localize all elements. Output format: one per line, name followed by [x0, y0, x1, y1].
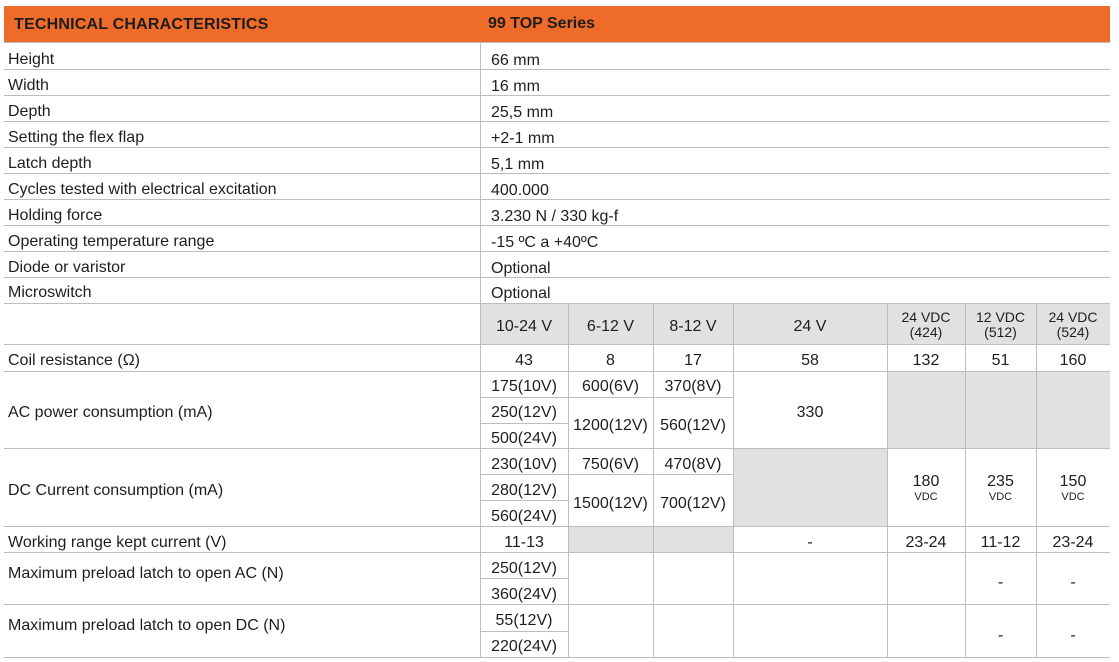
spec-value-flex-flap: +2-1 mm — [491, 130, 555, 147]
dc-current-label: DC Current consumption (mA) — [8, 482, 224, 499]
coil-value-6: 51 — [991, 352, 1010, 369]
voltage-header-5-line1: 24 VDC — [901, 309, 951, 325]
ac-power-col4: 330 — [796, 404, 824, 421]
working-range-col5: 23-24 — [905, 534, 947, 551]
working-range-empty-cells — [568, 527, 733, 552]
technical-characteristics-table — [4, 6, 1110, 658]
dc-current-col3-row1: 470(8V) — [664, 456, 722, 473]
spec-value-latch-depth: 5,1 mm — [491, 156, 545, 173]
dc-current-col3-row2: 700(12V) — [660, 495, 726, 512]
dc-current-col5 — [887, 473, 965, 504]
spec-value-holding-force: 3.230 N / 330 kg-f — [491, 208, 619, 225]
voltage-header-7 — [1036, 310, 1110, 340]
dc-current-col7-unit: VDC — [1061, 491, 1085, 503]
preload-dc-col6: - — [997, 627, 1004, 644]
dc-current-col1-row3: 560(24V) — [491, 508, 557, 525]
dc-current-col1-row1: 230(10V) — [491, 456, 557, 473]
voltage-header-7-line2: (524) — [1056, 324, 1090, 340]
voltage-header-7-line1: 24 VDC — [1048, 309, 1098, 325]
spec-label-height: Height — [8, 51, 55, 68]
dc-current-col2-row1: 750(6V) — [582, 456, 639, 473]
ac-power-col1-row1: 175(10V) — [491, 378, 557, 395]
dc-current-col2-row2: 1500(12V) — [573, 495, 648, 512]
spec-label-width: Width — [8, 77, 49, 94]
dc-current-col5-unit: VDC — [914, 491, 938, 503]
table-header — [4, 6, 1110, 42]
spec-value-cycles: 400.000 — [491, 182, 549, 199]
preload-ac-col7: - — [1070, 574, 1076, 591]
spec-label-holding-force: Holding force — [8, 207, 103, 224]
dc-current-col5-value: 180 — [912, 473, 940, 490]
spec-label-microswitch: Microswitch — [8, 284, 92, 301]
preload-dc-col1-row1: 55(12V) — [495, 612, 553, 629]
spec-label-cycles: Cycles tested with electrical excitation — [8, 181, 277, 198]
header-title: TECHNICAL CHARACTERISTICS — [14, 16, 269, 33]
coil-value-7: 160 — [1059, 352, 1087, 369]
voltage-header-5-line2: (424) — [909, 324, 943, 340]
coil-resistance-label: Coil resistance (Ω) — [8, 352, 140, 369]
spec-label-latch-depth: Latch depth — [8, 155, 92, 172]
voltage-header-1: 10-24 V — [495, 318, 553, 335]
preload-ac-col1-row1: 250(12V) — [491, 560, 557, 577]
preload-dc-label: Maximum preload latch to open DC (N) — [8, 617, 286, 634]
voltage-header-4: 24 V — [793, 318, 827, 335]
spec-value-diode: Optional — [491, 260, 551, 277]
spec-label-diode: Diode or varistor — [8, 259, 126, 276]
dc-current-col6 — [965, 473, 1036, 504]
preload-ac-col1-row2: 360(24V) — [491, 586, 557, 603]
dc-current-col1-row2: 280(12V) — [491, 482, 557, 499]
dc-empty-cell — [733, 449, 887, 526]
spec-label-temperature: Operating temperature range — [8, 233, 215, 250]
coil-value-3: 17 — [684, 352, 702, 369]
working-range-col1: 11-13 — [504, 534, 544, 551]
preload-dc-col1-row2: 220(24V) — [491, 638, 557, 655]
header-series: 99 TOP Series — [488, 15, 596, 32]
voltage-header-5 — [887, 310, 965, 340]
working-range-col7: 23-24 — [1052, 534, 1094, 551]
voltage-header-3: 8-12 V — [669, 318, 717, 335]
coil-value-4: 58 — [801, 352, 819, 369]
coil-value-5: 132 — [912, 352, 940, 369]
spec-value-temperature: -15 ºC a +40ºC — [491, 234, 599, 251]
dc-current-col7 — [1036, 473, 1110, 504]
ac-power-col3-row1: 370(8V) — [664, 378, 722, 395]
ac-power-col2-row2: 1200(12V) — [573, 417, 648, 434]
voltage-header-6 — [965, 310, 1036, 340]
working-range-col4: - — [807, 534, 813, 551]
ac-power-label: AC power consumption (mA) — [8, 404, 213, 421]
working-range-label: Working range kept current (V) — [8, 534, 227, 551]
ac-power-col1-row3: 500(24V) — [491, 430, 557, 447]
spec-label-flex-flap: Setting the flex flap — [8, 129, 145, 146]
preload-dc-col7: - — [1070, 627, 1076, 644]
dc-current-col7-value: 150 — [1059, 473, 1087, 490]
dc-current-col6-unit: VDC — [988, 491, 1013, 503]
working-range-col6: 11-12 — [980, 534, 1021, 551]
ac-power-col2-row1: 600(6V) — [582, 378, 639, 395]
voltage-header-6-line2: (512) — [984, 324, 1017, 340]
voltage-header-2: 6-12 V — [586, 318, 635, 335]
dc-current-col6-value: 235 — [987, 473, 1014, 490]
ac-empty-cells — [887, 372, 1110, 449]
preload-ac-col6: - — [997, 574, 1004, 591]
spec-value-depth: 25,5 mm — [491, 104, 554, 121]
coil-value-2: 8 — [606, 352, 615, 369]
preload-ac-label: Maximum preload latch to open AC (N) — [8, 565, 284, 582]
spec-value-width: 16 mm — [491, 78, 540, 95]
ac-power-col1-row2: 250(12V) — [491, 404, 557, 421]
spec-value-microswitch: Optional — [491, 285, 551, 302]
spec-value-height: 66 mm — [491, 52, 540, 69]
voltage-header-6-line1: 12 VDC — [975, 309, 1026, 325]
spec-label-depth: Depth — [8, 103, 51, 120]
ac-power-col3-row2: 560(12V) — [660, 417, 726, 434]
coil-value-1: 43 — [515, 352, 533, 369]
